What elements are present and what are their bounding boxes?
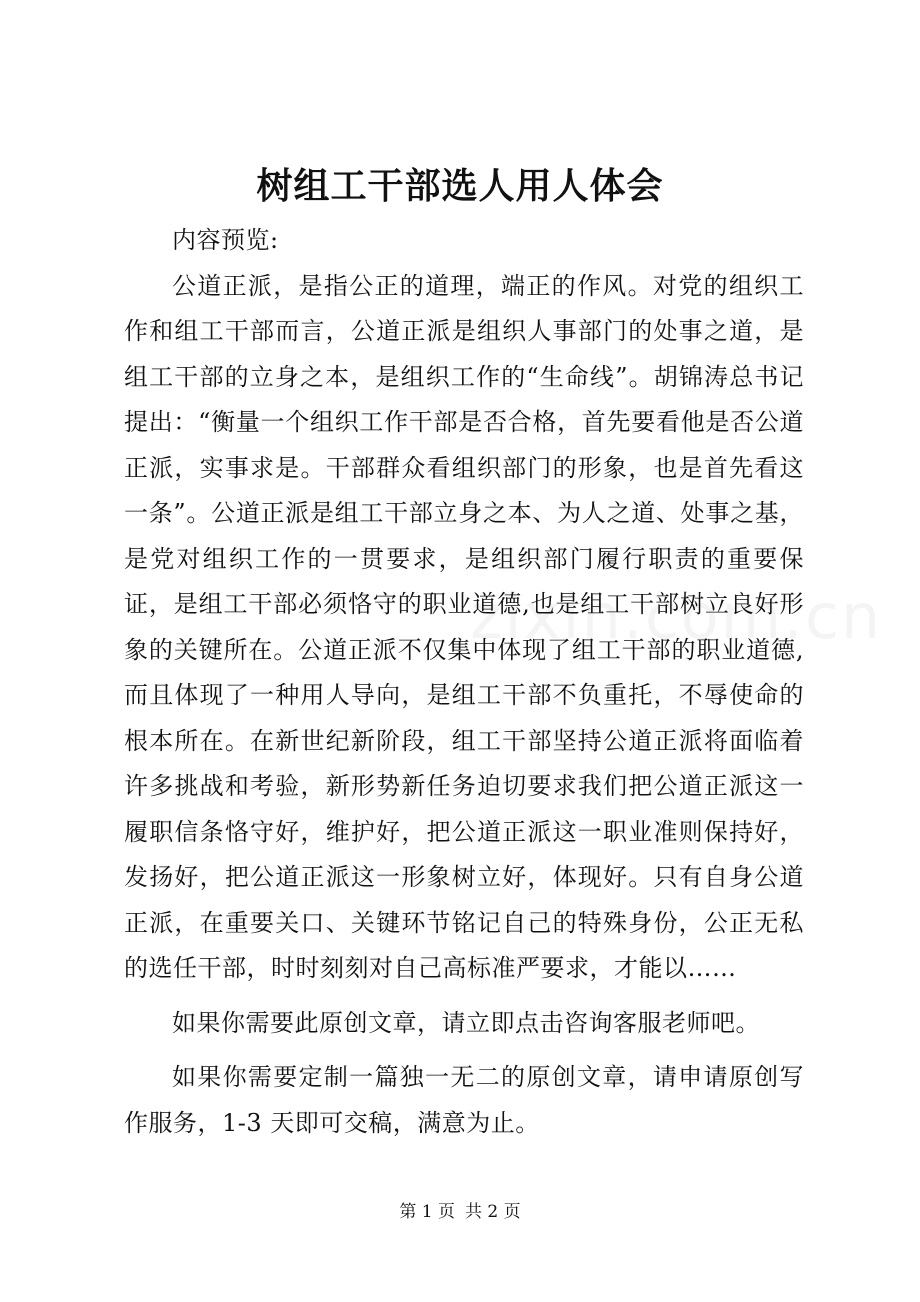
body-paragraph: 公道正派，是指公正的道理，端正的作风。对党的组织工作和组工干部而言，公道正派是组织人事部门的处事之道，是组工干部的立身之本，是组织工作的“生命线”。胡锦涛总书记提出：“衡量一个组织工作干部是否合格，首先要看他是否公道正派，实事求是。干部群众看组织部门的形象，也是首先看这一条”。公道正派是组工干部立身之本、为人之道、处事之基，是党对组织工作的一贯要求，是组织部门履行职责的重要保证，是组工干部必须恪守的职业道德,也是组工干部树立良好形象的关键所在。公道正派不仅集中体现了组工干部的职业道德,而且体现了一种用人导向，是组工干部不负重托，不辱使命的根本所在。在新世纪新阶段，组工干部坚持公道正派将面临着许多挑战和考验，新形势新任务迫切要求我们把公道正派这一履职信条恪守好，维护好，把公道正派这一职业准则保持好，发扬好，把公道正派这一形象树立好，体现好。只有自身公道正派，在重要关口、关键环节铭记自己的特殊身份，公正无私的选任干部，时时刻刻对自己高标准严要求，才能以…… [124, 271, 804, 982]
notice-paragraph-2: 如果你需要定制一篇独一无二的原创文章，请申请原创写作服务，1-3 天即可交稿，满意为止。 [124, 1063, 804, 1137]
page-footer [0, 1200, 920, 1224]
document-content [124, 218, 804, 1146]
document-title: 树组工干部选人用人体会 [256, 165, 664, 207]
page-total: 共 2 页 [465, 1202, 521, 1222]
page-number: 第 1 页 [399, 1202, 455, 1222]
notice-paragraph-1: 如果你需要此原创文章，请立即点击咨询客服老师吧。 [172, 1008, 760, 1037]
preview-label: 内容预览: [172, 226, 279, 254]
